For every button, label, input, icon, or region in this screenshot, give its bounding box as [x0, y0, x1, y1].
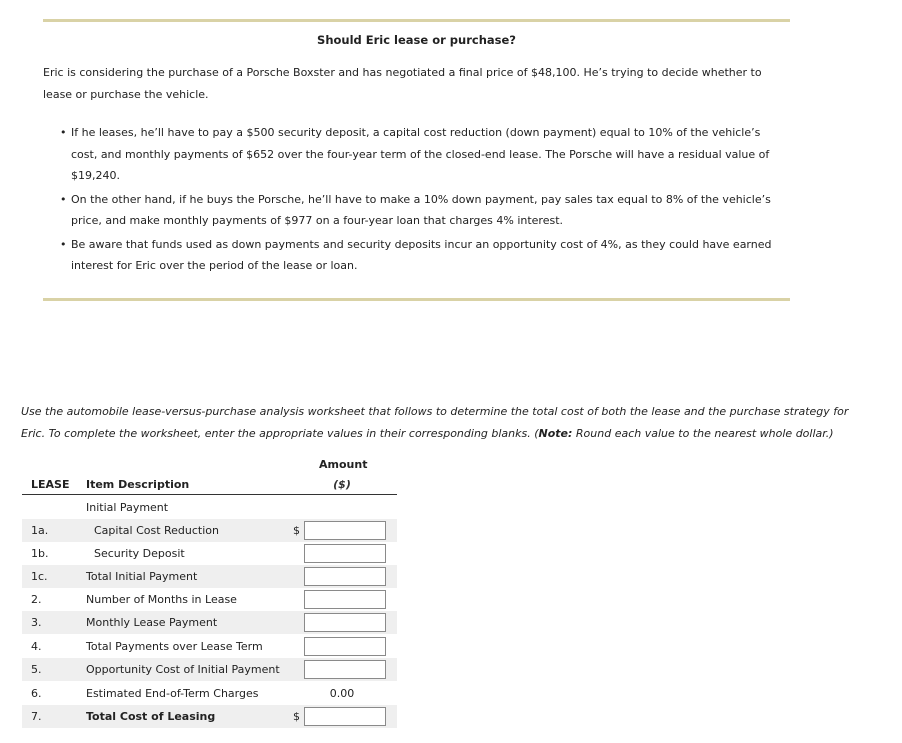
row-label: Monthly Lease Payment	[86, 616, 218, 629]
bullet-lease	[58, 122, 778, 187]
row-label: Initial Payment	[86, 501, 169, 514]
problem-intro: Eric is considering the purchase of a Porsche Boxster and has negotiated a final price of $48,100. He’s trying to decide whether to lease or purchase the vehicle.	[43, 66, 762, 101]
end-of-term-charges-value: 0.00	[329, 687, 355, 700]
bullet-opportunity-cost	[58, 234, 778, 277]
row-label: Estimated End-of-Term Charges	[86, 687, 259, 700]
item-description-header: Item Description	[86, 478, 190, 491]
lease-header: LEASE	[31, 478, 70, 491]
months-in-lease-input[interactable]	[304, 590, 386, 609]
bullet-dot-icon: •	[60, 126, 67, 139]
total-cost-of-leasing-input[interactable]	[304, 707, 386, 726]
bullet-text: Be aware that funds used as down payments and security deposits incur an opportunity cost of 4%, as they could have earned interest for Eric over the period of the lease or loan.	[71, 237, 772, 272]
bullet-text: On the other hand, if he buys the Porsche, he’ll have to make a 10% down payment, pay sales tax equal to 8% of the vehicle’s price, and make monthly payments of $977 on a four-year loan that charges 4% interest.	[71, 192, 771, 227]
total-payments-input[interactable]	[304, 637, 386, 656]
bullet-dot-icon: •	[60, 192, 67, 206]
total-initial-payment-input[interactable]	[304, 567, 386, 586]
monthly-lease-payment-input[interactable]	[304, 613, 386, 632]
row-number: 1b.	[31, 547, 49, 560]
row-label: Capital Cost Reduction	[94, 524, 220, 537]
row-number: 6.	[31, 687, 42, 700]
row-label: Number of Months in Lease	[86, 593, 237, 606]
table-row-total-cost-of-leasing	[22, 705, 397, 728]
row-number: 5.	[31, 663, 42, 676]
row-number: 4.	[31, 640, 42, 653]
bottom-divider	[43, 298, 790, 301]
problem-bullets	[58, 122, 778, 279]
currency-symbol: $	[293, 524, 300, 537]
currency-symbol: $	[293, 710, 300, 723]
row-label: Total Initial Payment	[86, 570, 198, 583]
table-row-end-of-term-charges	[22, 682, 397, 705]
row-label: Total Cost of Leasing	[86, 710, 216, 723]
header-underline	[22, 494, 397, 495]
bullet-purchase	[58, 189, 778, 232]
instructions-text: Use the automobile lease-versus-purchase analysis worksheet that follows to determine the total cost of both the lease and the purchase strategy for Eric. To complete the worksheet, enter the appropriate values in their corresponding blanks. (	[21, 405, 849, 440]
row-number: 7.	[31, 710, 42, 723]
row-number: 2.	[31, 593, 42, 606]
bullet-dot-icon: •	[60, 237, 67, 251]
table-row-initial-payment	[22, 496, 397, 519]
row-label: Security Deposit	[94, 547, 185, 560]
table-row-opportunity-cost	[22, 658, 397, 681]
note-label: Note:	[538, 427, 573, 440]
table-row-capital-cost-reduction	[22, 519, 397, 542]
problem-title: Should Eric lease or purchase?	[317, 33, 516, 47]
table-row-security-deposit	[22, 542, 397, 565]
bullet-text: If he leases, he’ll have to pay a $500 security deposit, a capital cost reduction (down payment) equal to 10% of the vehicle’s cost, and monthly payments of $652 over the four-year term of the closed-end lease. The Porsche will have a residual value of $19,240.	[71, 126, 770, 182]
instructions-note: Round each value to the nearest whole dollar.)	[572, 427, 834, 440]
table-row-months-in-lease	[22, 588, 397, 611]
row-number: 3.	[31, 616, 42, 629]
capital-cost-reduction-input[interactable]	[304, 521, 386, 540]
table-row-total-initial-payment	[22, 565, 397, 588]
row-number: 1c.	[31, 570, 48, 583]
amount-header: Amount	[319, 458, 368, 471]
row-label: Opportunity Cost of Initial Payment	[86, 663, 280, 676]
table-row-monthly-lease-payment	[22, 611, 397, 634]
worksheet-instructions	[21, 401, 851, 445]
row-number: 1a.	[31, 524, 49, 537]
top-divider	[43, 19, 790, 22]
security-deposit-input[interactable]	[304, 544, 386, 563]
amount-unit-header: ($)	[333, 478, 351, 491]
opportunity-cost-input[interactable]	[304, 660, 386, 679]
table-row-total-payments	[22, 635, 397, 658]
row-label: Total Payments over Lease Term	[86, 640, 263, 653]
